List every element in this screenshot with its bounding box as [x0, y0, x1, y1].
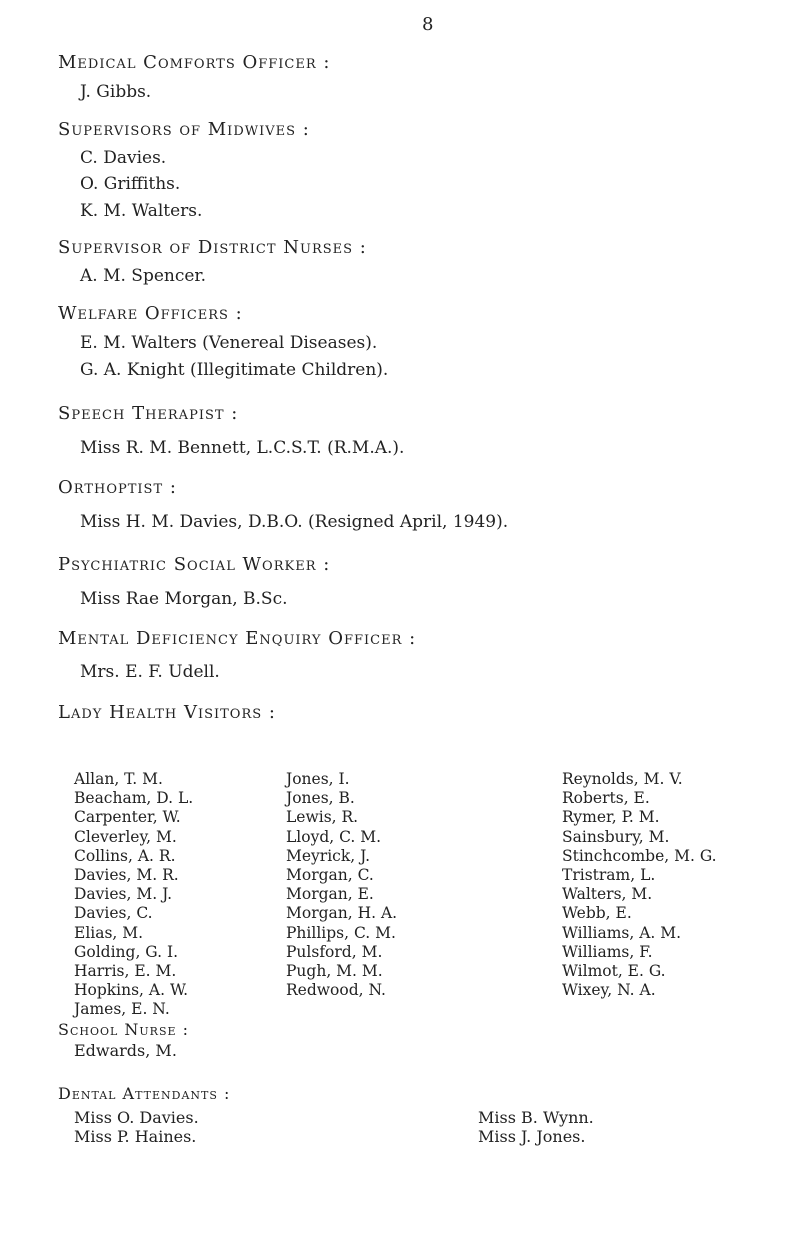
list-item: Allan, T. M.: [74, 770, 163, 788]
list-item: Redwood, N.: [286, 981, 386, 1000]
list-item: Lewis, R.: [286, 808, 359, 827]
list-item: Wixey, N. A.: [562, 981, 656, 1000]
dental-attendant-4: Miss J. Jones.: [478, 1127, 586, 1146]
psychiatric-social-worker-heading: Psychiatric Social Worker :: [58, 554, 331, 575]
mental-deficiency-heading: Mental Deficiency Enquiry Officer :: [58, 628, 417, 649]
list-item: Collins, A. R.: [74, 846, 176, 865]
midwife-supervisor-3: K. M. Walters.: [80, 201, 203, 221]
page-number: 8: [422, 14, 434, 35]
dental-attendants-heading: Dental Attendants :: [58, 1084, 231, 1103]
list-item: Morgan, H. A.: [286, 904, 398, 923]
dental-attendant-2: Miss P. Haines.: [74, 1127, 197, 1146]
midwife-supervisor-1: C. Davies.: [80, 148, 167, 168]
list-item: Lloyd, C. M.: [286, 827, 382, 846]
orthoptist-name: Miss H. M. Davies, D.B.O. (Resigned April, 1949).: [80, 512, 509, 532]
list-item: Stinchcombe, M. G.: [562, 846, 717, 865]
list-item: Pugh, M. M.: [286, 962, 383, 981]
list-item: James, E. N.: [74, 1000, 170, 1019]
list-item: Beacham, D. L.: [74, 789, 194, 808]
list-item: Harris, E. M.: [74, 962, 177, 981]
list-item: Cleverley, M.: [74, 827, 177, 846]
list-item: Reynolds, M. V.: [562, 770, 683, 788]
psychiatric-social-worker-name: Miss Rae Morgan, B.Sc.: [80, 589, 288, 609]
health-visitors-column-1: [74, 770, 193, 1020]
supervisors-midwives-heading: Supervisors of Midwives :: [58, 119, 310, 140]
list-item: Phillips, C. M.: [286, 923, 396, 942]
list-item: Rymer, P. M.: [562, 808, 660, 827]
medical-comforts-heading: Medical Comforts Officer :: [58, 52, 331, 73]
health-visitors-column-2: [286, 770, 397, 1000]
list-item: Jones, I.: [286, 770, 350, 788]
list-item: Morgan, E.: [286, 885, 374, 904]
medical-comforts-name: J. Gibbs.: [80, 82, 152, 102]
list-item: Wilmot, E. G.: [562, 962, 666, 981]
welfare-officers-heading: Welfare Officers :: [58, 303, 243, 324]
list-item: Walters, M.: [562, 885, 653, 904]
list-item: Sainsbury, M.: [562, 827, 670, 846]
speech-therapist-heading: Speech Therapist :: [58, 403, 239, 424]
list-item: Golding, G. I.: [74, 942, 179, 961]
lady-health-visitors-heading: Lady Health Visitors :: [58, 702, 276, 723]
list-item: Tristram, L.: [562, 866, 656, 885]
list-item: Meyrick, J.: [286, 846, 371, 865]
orthoptist-heading: Orthoptist :: [58, 477, 177, 498]
list-item: Elias, M.: [74, 923, 144, 942]
mental-deficiency-name: Mrs. E. F. Udell.: [80, 662, 220, 682]
school-nurse-name: Edwards, M.: [74, 1041, 177, 1060]
speech-therapist-name: Miss R. M. Bennett, L.C.S.T. (R.M.A.).: [80, 438, 405, 458]
welfare-officer-1: E. M. Walters (Venereal Diseases).: [80, 333, 378, 353]
list-item: Hopkins, A. W.: [74, 981, 189, 1000]
list-item: Williams, A. M.: [562, 923, 682, 942]
list-item: Jones, B.: [286, 789, 355, 808]
welfare-officer-2: G. A. Knight (Illegitimate Children).: [80, 360, 389, 380]
list-item: Davies, M. J.: [74, 885, 173, 904]
list-item: Morgan, C.: [286, 866, 374, 885]
health-visitors-column-3: [562, 770, 717, 1000]
district-nurses-supervisor: A. M. Spencer.: [80, 266, 207, 286]
list-item: Roberts, E.: [562, 789, 650, 808]
list-item: Davies, M. R.: [74, 866, 179, 885]
dental-attendant-3: Miss B. Wynn.: [478, 1108, 594, 1127]
school-nurse-heading: School Nurse :: [58, 1020, 189, 1039]
dental-attendant-1: Miss O. Davies.: [74, 1108, 199, 1127]
list-item: Davies, C.: [74, 904, 153, 923]
list-item: Webb, E.: [562, 904, 632, 923]
list-item: Williams, F.: [562, 942, 653, 961]
midwife-supervisor-2: O. Griffiths.: [80, 174, 181, 194]
list-item: Pulsford, M.: [286, 942, 383, 961]
list-item: Carpenter, W.: [74, 808, 181, 827]
district-nurses-heading: Supervisor of District Nurses :: [58, 237, 367, 258]
